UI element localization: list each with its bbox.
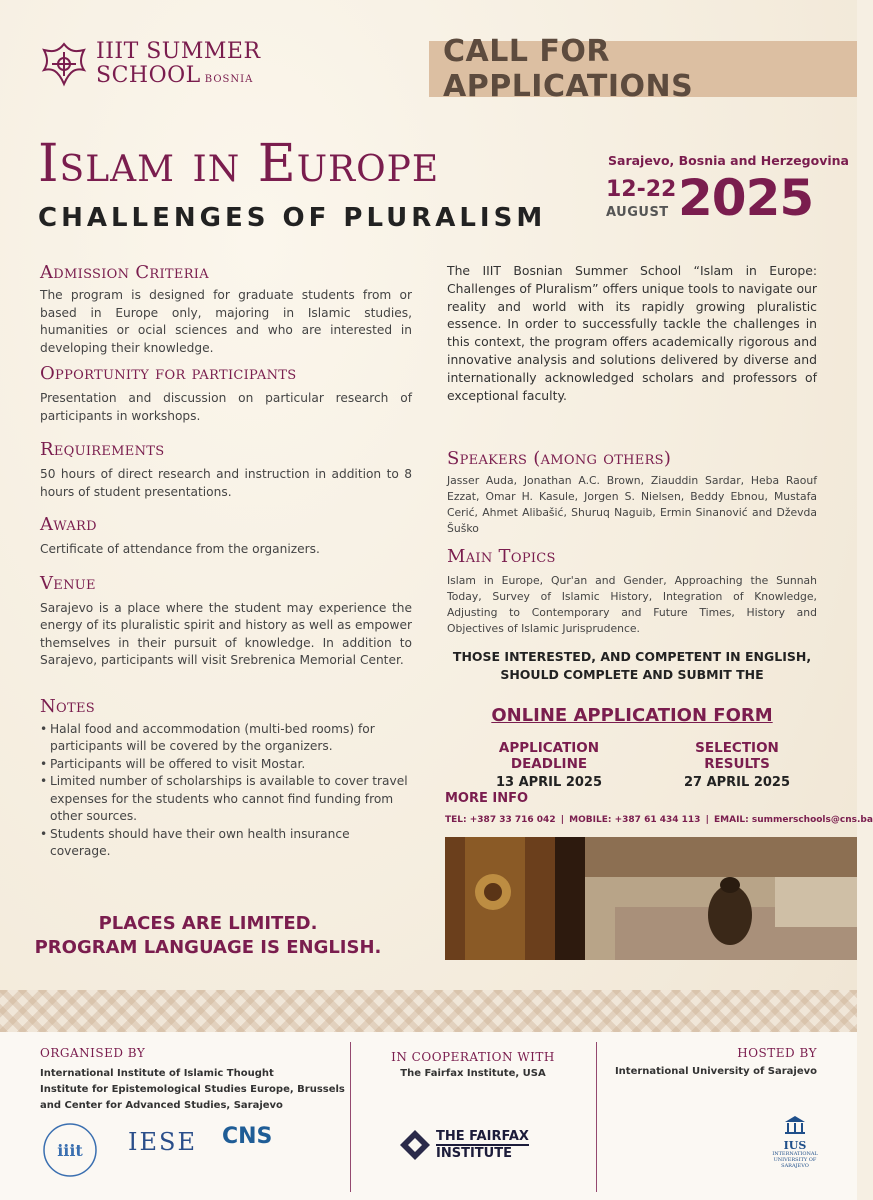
venue-text: Sarajevo is a place where the student may experience the energy of its pluralistic spirit and history as well as empower themselves in their pursuit of knowledge. In addition to Sarajevo, participants will visit Srebrenica Memorial Center. (40, 600, 412, 667)
footer (0, 1032, 857, 1200)
results-date: 27 APRIL 2025 (683, 775, 791, 790)
left-column (40, 262, 412, 861)
event-location: Sarajevo, Bosnia and Herzegovina (608, 153, 849, 168)
opportunity-heading: Opportunity for participants (40, 363, 297, 384)
deadline-date: 13 APRIL 2025 (495, 775, 603, 790)
fairfax-logo (398, 1128, 529, 1162)
logo-text-line2: SCHOOL (96, 63, 201, 88)
organised-heading: ORGANISED BY (40, 1046, 146, 1060)
contact-tel: TEL: +387 33 716 042 (445, 815, 556, 825)
fairfax-logo-line2: INSTITUTE (436, 1144, 529, 1161)
interior-photo-image (445, 837, 857, 960)
application-deadline (462, 740, 636, 790)
intro-text: The IIIT Bosnian Summer School “Islam in Europe: Challenges of Pluralism” offers unique tools to navigate our reality and world with its rapidly growing pluralistic essence. In order to successfully tackle the challenges in this context, the program offers academically rigorous and innovative analysis and solutions delivered by diverse and internationally acknowledged scholars and professors of exceptional faculty. (447, 263, 817, 403)
instruction-line-2: SHOULD COMPLETE AND SUBMIT THE (500, 667, 764, 682)
places-limited-notice (30, 912, 386, 960)
logo-text-bosnia: BOSNIA (204, 74, 254, 85)
note-item: • Limited number of scholarships is available to cover travel expenses for the students who cannot find funding from other sources. (40, 773, 412, 826)
coop-heading: IN COOPERATION WITH (391, 1050, 555, 1064)
logo-text-line1: IIIT SUMMER (96, 39, 261, 64)
application-instruction (447, 648, 817, 684)
hosted-heading: HOSTED BY (737, 1046, 817, 1060)
deadline-label: APPLICATION DEADLINE (498, 740, 600, 772)
contact-line: TEL: +387 33 716 042 | MOBILE: +387 61 434 113 | EMAIL: summerschools@cns.ba (445, 815, 873, 825)
coop-partner: The Fairfax Institute, USA (400, 1068, 546, 1079)
event-year: 2025 (678, 169, 814, 227)
poster-title: Islam in Europe (38, 134, 440, 194)
cns-logo: CNS (222, 1124, 273, 1149)
host-name: International University of Sarajevo (614, 1066, 817, 1077)
ius-logo-text: IUS (783, 1139, 807, 1152)
note-item: • Participants will be offered to visit Mostar. (40, 756, 412, 774)
ius-building-icon (783, 1114, 807, 1136)
iese-logo: IESE (128, 1128, 197, 1156)
notes-list (40, 721, 412, 861)
requirements-heading: Requirements (40, 439, 165, 460)
award-heading: Award (40, 514, 97, 535)
event-month: AUGUST (606, 205, 669, 220)
in-cooperation-with (362, 1046, 584, 1082)
iiit-logo-icon (44, 1124, 96, 1176)
interior-photo (445, 837, 857, 960)
note-item: • Halal food and accommodation (multi-bed rooms) for participants will be covered by the organizers. (40, 721, 412, 756)
instruction-line-1: THOSE INTERESTED, AND COMPETENT IN ENGLISH, (452, 649, 812, 664)
selection-results (662, 740, 812, 790)
footer-divider (596, 1042, 597, 1192)
organiser-1: International Institute of Islamic Thought (40, 1068, 274, 1079)
organised-by (40, 1046, 350, 1114)
summer-school-logo (40, 40, 261, 88)
requirements-text: 50 hours of direct research and instruction in addition to 8 hours of student presentations. (40, 467, 412, 499)
admission-text: The program is designed for graduate students from or based in Europe only, majoring in Islamic studies, humanities or ocial sciences and who are interested in developing their knowledge. (40, 288, 412, 355)
opportunity-text: Presentation and discussion on particular research of participants in workshops. (40, 391, 412, 423)
ius-logo (770, 1114, 820, 1169)
online-application-form-link[interactable]: ONLINE APPLICATION FORM (491, 705, 773, 726)
topics-heading: Main Topics (447, 546, 556, 568)
more-info-heading: MORE INFO (445, 791, 529, 806)
places-limited-line: PLACES ARE LIMITED. (98, 913, 318, 934)
ornament-logo-icon (40, 40, 88, 88)
ius-logo-subtext: INTERNATIONAL UNIVERSITY OF SARAJEVO (772, 1151, 818, 1169)
organiser-2: Institute for Epistemological Studies Europe, Brussels (40, 1084, 345, 1095)
program-language-line: PROGRAM LANGUAGE IS ENGLISH. (34, 937, 382, 958)
notes-heading: Notes (40, 695, 95, 717)
fairfax-diamond-icon (398, 1128, 432, 1162)
organiser-3: and Center for Advanced Studies, Sarajevo (40, 1100, 283, 1111)
fairfax-logo-line1: THE FAIRFAX (436, 1129, 529, 1144)
speakers-text: Jasser Auda, Jonathan A.C. Brown, Ziauddin Sardar, Heba Raouf Ezzat, Omar H. Kasule, Jorgen S. Nielsen, Beddy Ebnou, Mustafa Cerić, Ahmet Alibašić, Shuruq Naguib, Ermin Sinanović and Dževda Šuško (447, 474, 817, 536)
right-column (447, 262, 817, 637)
speakers-heading: Speakers (among others) (447, 448, 672, 470)
contact-mobile: MOBILE: +387 61 434 113 (569, 815, 701, 825)
topics-text: Islam in Europe, Qur'an and Gender, Approaching the Sunnah Today, Survey of Islamic History, Integration of Knowledge, Adjusting to Contemporary and Future Times, History and Objectives of Islamic Jurisprudence. (447, 574, 817, 636)
event-days: 12-22 (606, 177, 677, 202)
hosted-by (610, 1046, 817, 1080)
call-for-applications-banner: CALL FOR APPLICATIONS (429, 41, 857, 97)
footer-divider (350, 1042, 351, 1192)
venue-heading: Venue (40, 572, 96, 594)
results-label: SELECTION RESULTS (695, 740, 779, 772)
contact-email[interactable]: EMAIL: summerschools@cns.ba (714, 815, 873, 825)
decorative-pattern-band (0, 990, 857, 1032)
svg-text:iiit: iiit (57, 1141, 83, 1160)
poster-subtitle: CHALLENGES OF PLURALISM (38, 203, 547, 233)
note-item: • Students should have their own health insurance coverage. (40, 826, 412, 861)
admission-heading: Admission Criteria (40, 262, 209, 283)
award-text: Certificate of attendance from the organizers. (40, 542, 320, 556)
